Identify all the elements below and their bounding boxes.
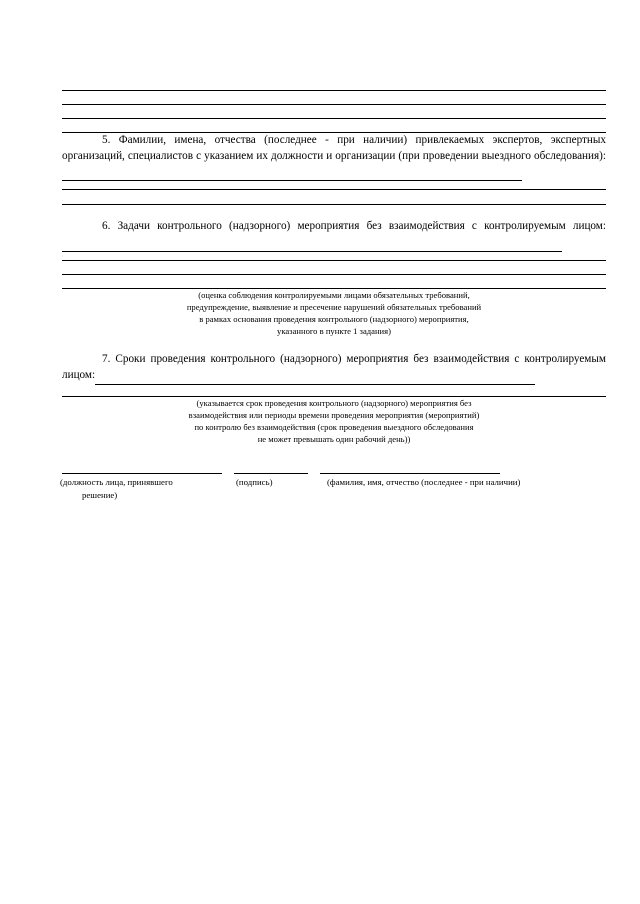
signature-line [234, 473, 308, 474]
caption-line: указанного в пункте 1 задания) [277, 325, 391, 336]
blank-line [62, 204, 606, 205]
blank-line [62, 104, 606, 105]
blank-line [62, 90, 606, 91]
section-5-fill-line [62, 165, 522, 182]
caption-line: не может превышать один рабочий день)) [257, 433, 411, 444]
blank-line [62, 274, 606, 275]
blank-line [62, 260, 606, 261]
position-signature-line [62, 473, 222, 474]
blank-line [62, 189, 606, 190]
blank-line [62, 288, 606, 289]
blank-line [62, 118, 606, 119]
section-6-text: 6. Задачи контрольного (надзорного) мероприятия без взаимодействия с контролируемым лицом: [102, 220, 606, 232]
caption-line: (оценка соблюдения контролируемыми лицами обязательных требований, [198, 290, 470, 300]
caption-line: по контролю без взаимодействия (срок проведения выездного обследования [194, 421, 474, 432]
caption-line: предупреждение, выявление и пресечение нарушений обязательных требований [186, 301, 482, 312]
section-5-paragraph [62, 133, 606, 181]
section-6-caption [62, 290, 606, 338]
blank-line [62, 396, 606, 397]
section-7-text: 7. Сроки проведения контрольного (надзорного) мероприятия без взаимодействия с контролируемым лицом: [62, 353, 606, 381]
caption-line: (указывается срок проведения контрольного (надзорного) мероприятия без [196, 398, 472, 408]
caption-line: взаимодействия или периоды времени проведения мероприятия (мероприятий) [188, 409, 480, 420]
section-6-fill-line [62, 235, 562, 252]
position-label-continued: решение) [82, 490, 118, 500]
name-signature-line [320, 473, 500, 474]
section-7-paragraph [62, 352, 606, 385]
section-7-fill-line [95, 368, 535, 385]
section-7-caption [62, 398, 606, 446]
section-5-text: 5. Фамилии, имена, отчества (последнее - при наличии) привлекаемых экспертов, экспертных организаций, специалистов с указанием их должности и организации (при проведении выездного обследования): [62, 134, 606, 162]
full-name-label: (фамилия, имя, отчество (последнее - при наличии) [327, 477, 521, 487]
section-6-paragraph [62, 219, 606, 252]
caption-line: в рамках основания проведения контрольного (надзорного) мероприятия, [199, 313, 469, 324]
position-label: (должность лица, принявшего [60, 477, 173, 487]
signature-label: (подпись) [236, 477, 273, 487]
